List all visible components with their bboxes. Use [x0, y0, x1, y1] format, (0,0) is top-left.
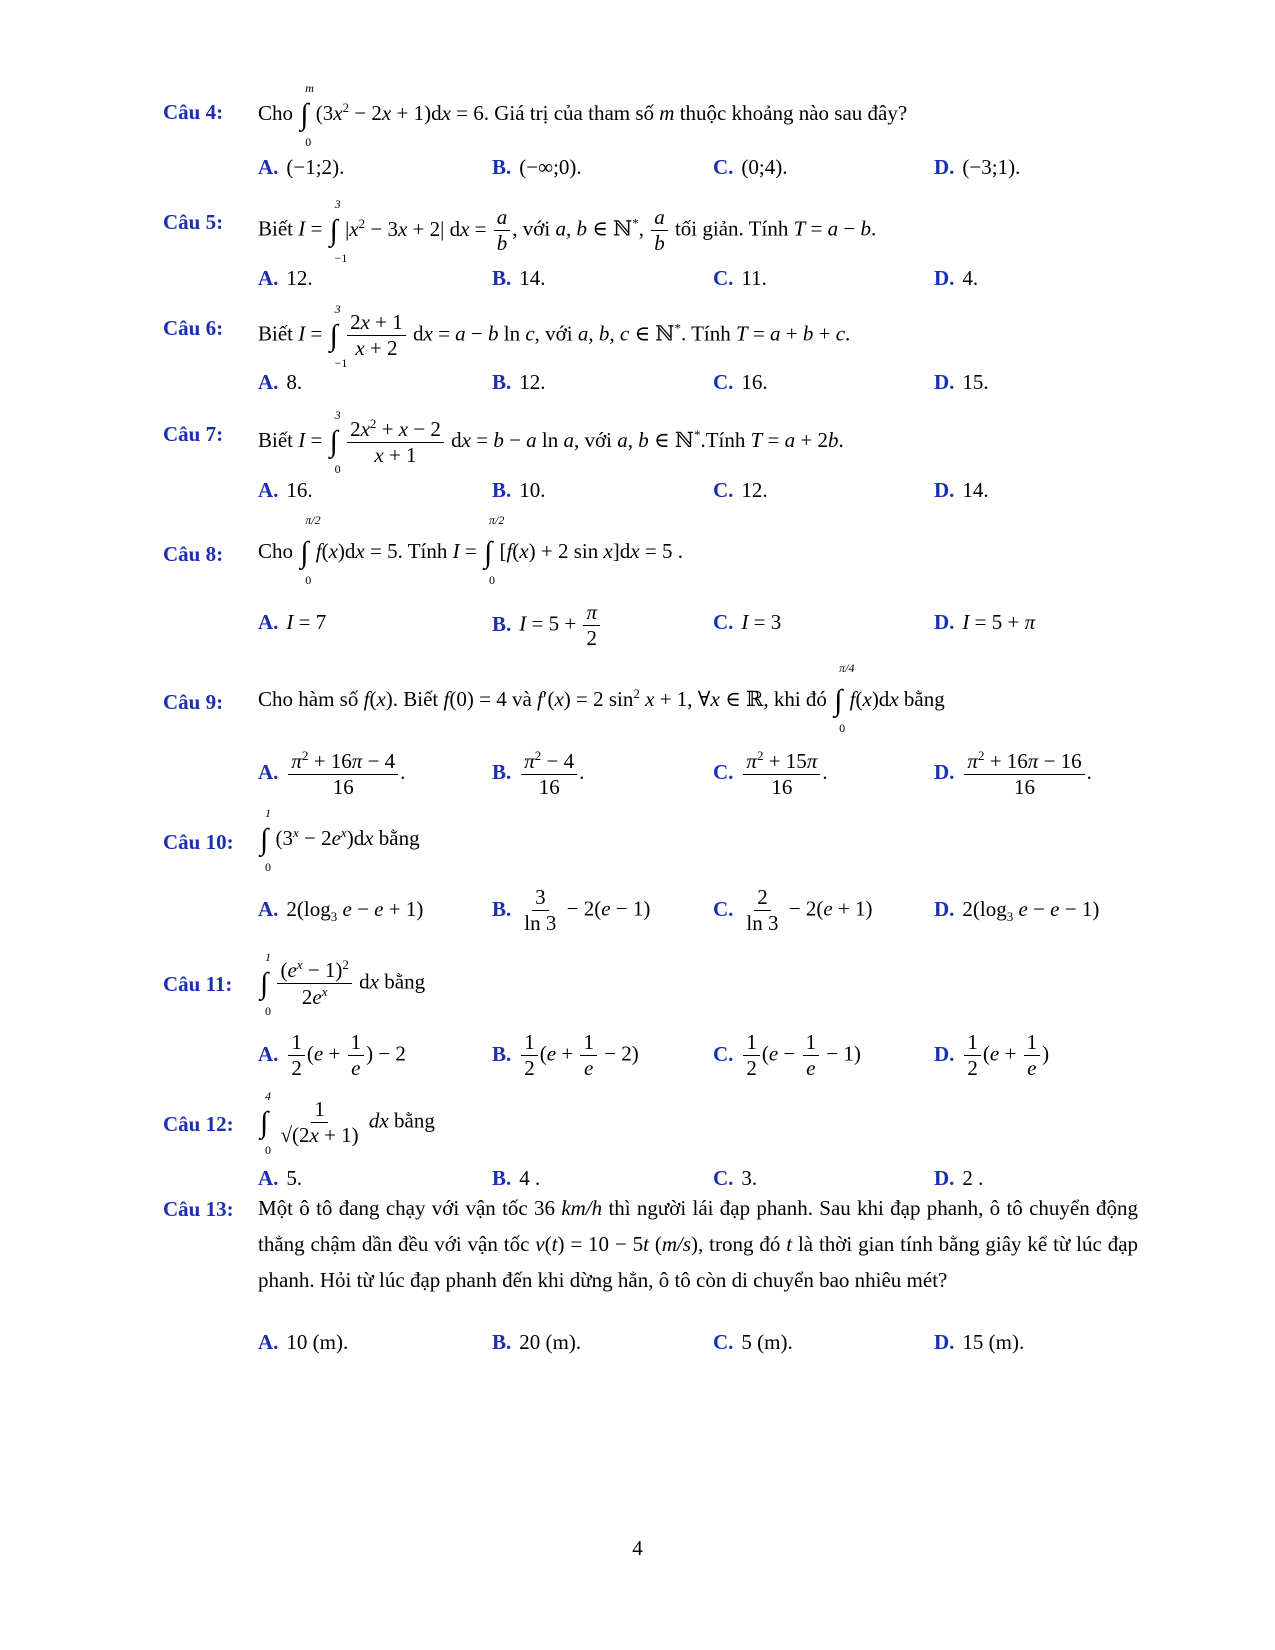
- option-a: A. $\frac{1}{2}$ (e + $\frac{1}{e}$ ) − 2: [258, 1030, 406, 1081]
- option-d: D. 15.: [934, 370, 989, 394]
- question-label: Câu 13:: [163, 1197, 234, 1221]
- question-label: Câu 6:: [163, 316, 224, 340]
- question-stem: Cho ∫ m 0 $(3x^2 - 2x + 1)dx = 6$. Giá trị của tham số m thuộc khoảng nào sau đây?: [258, 81, 908, 150]
- question-stem: Một ô tô đang chạy với vận tốc 36 km/h thì người lái đạp phanh. Sau khi đạp phanh, ô tô chuyển động thẳng chậm dần đều với vận tốc v(t) = 10 − 5t (m/s), trong đó t là thời gian tính bằng giây kể từ lúc đạp phanh. Hỏi từ lúc đạp phanh đến khi dừng hẳn, ô tô còn di chuyển bao nhiêu mét?: [258, 1196, 1139, 1292]
- option-b: B. I = 5 + $\frac{\pi}{2}$: [492, 600, 602, 651]
- option-b: B. 20 (m).: [492, 1330, 582, 1354]
- question-label: Câu 4:: [163, 100, 224, 124]
- integral-symbol: ∫ m 0: [300, 81, 314, 150]
- integral-symbol: ∫ 3 −1: [329, 196, 348, 265]
- option-c: C. $\frac{\pi^2 + 15\pi}{16}$ .: [713, 748, 828, 800]
- option-a: A. (−1;2).: [258, 155, 345, 179]
- option-c: C. $\frac{1}{2}$ (e − $\frac{1}{e}$ − 1): [713, 1030, 861, 1081]
- integral-symbol: ∫ π/2 0: [300, 513, 321, 587]
- option-c: C. 11.: [713, 266, 767, 290]
- question-stem: Biết I = ∫ 3 0 $\frac{2x^2 + x - 2}{x + 1}$ dx = b − a ln a, với a, b ∈ ℕ*.Tính T = a + 2b.: [258, 408, 844, 477]
- option-a: A. 8.: [258, 370, 303, 394]
- question-label: Câu 11:: [163, 972, 233, 996]
- option-b: B. $\frac{\pi^2 - 4}{16}$ .: [492, 748, 585, 800]
- option-c: C. $\frac{2}{\ln 3}$ − 2(e + 1): [713, 885, 873, 936]
- option-b: B. (−∞;0).: [492, 155, 582, 179]
- question-label: Câu 5:: [163, 210, 224, 234]
- integral-symbol: ∫ 4 0: [260, 1088, 271, 1157]
- integral-symbol: ∫ 1 0: [260, 949, 271, 1018]
- option-a: A. 10 (m).: [258, 1330, 349, 1354]
- option-c: C. I = 3: [713, 610, 782, 634]
- integral-symbol: ∫ 3 −1: [329, 301, 348, 370]
- option-a: A. I = 7: [258, 610, 327, 634]
- option-b: B. 12.: [492, 370, 546, 394]
- option-d: D. I = 5 + π: [934, 610, 1036, 634]
- question-stem: ∫ 1 0 $(3^x - 2e^x)dx$ bằng: [260, 806, 420, 875]
- question-stem: Cho ∫ π/2 0 f(x)dx = 5. Tính I = ∫ π/2 0 [f(x) + 2 sin x]dx = 5 .: [258, 513, 683, 587]
- option-d: D. $\frac{\pi^2 + 16\pi - 16}{16}$ .: [934, 748, 1092, 800]
- option-b: B. 14.: [492, 266, 546, 290]
- option-d: D. $\frac{1}{2}$ (e + $\frac{1}{e}$ ): [934, 1030, 1050, 1081]
- option-b: B. 10.: [492, 478, 546, 502]
- question-stem: Cho hàm số f(x). Biết f(0) = 4 và f′(x) = 2 $\sin^2 x + 1$, ∀x ∈ ℝ, khi đó ∫ π/4 0 f(x)dx bằng: [258, 661, 945, 736]
- integral-symbol: ∫ π/2 0: [483, 513, 505, 587]
- option-c: C. 5 (m).: [713, 1330, 793, 1354]
- option-c: C. 12.: [713, 478, 768, 502]
- option-b: B. $\frac{3}{\ln 3}$ − 2(e − 1): [492, 885, 651, 936]
- option-b: B. $\frac{1}{2}$ (e + $\frac{1}{e}$ − 2): [492, 1030, 639, 1081]
- option-a: A. $2(\log_3$ e − e + 1): [258, 897, 424, 925]
- question-label: Câu 7:: [163, 422, 224, 446]
- page-number: 4: [632, 1536, 643, 1560]
- option-a: A. 5.: [258, 1166, 303, 1190]
- question-label: Câu 9:: [163, 690, 224, 714]
- question-label: Câu 8:: [163, 542, 224, 566]
- option-c: C. (0;4).: [713, 155, 788, 179]
- integral-symbol: ∫ 3 0: [329, 408, 341, 477]
- option-d: D. 2 .: [934, 1166, 984, 1190]
- option-b: B. 4 .: [492, 1166, 541, 1190]
- option-d: D. $2(\log_3$ e − e − 1): [934, 897, 1100, 925]
- question-label: Câu 12:: [163, 1112, 234, 1136]
- question-stem: Biết I = ∫ 3 −1 $|x^2 - 3x + 2|$ dx = $\frac{a}{b}$ , với a, b ∈ ℕ*, $\frac{a}{b}$ tối giản. Tính T = a − b.: [258, 196, 877, 265]
- question-stem: ∫ 4 0 $\frac{1}{√(2x + 1)}$ dx bằng: [260, 1088, 435, 1157]
- question-stem: ∫ 1 0 $\frac{(e^x - 1)^2}{2e^x}$ dx bằng: [260, 949, 426, 1018]
- option-d: D. 14.: [934, 478, 989, 502]
- option-d: D. (−3;1).: [934, 155, 1021, 179]
- option-c: C. 16.: [713, 370, 768, 394]
- option-c: C. 3.: [713, 1166, 758, 1190]
- option-a: A. 16.: [258, 478, 313, 502]
- integral-symbol: ∫ 1 0: [260, 806, 271, 875]
- option-a: A. 12.: [258, 266, 313, 290]
- option-d: D. 15 (m).: [934, 1330, 1025, 1354]
- integral-symbol: ∫ π/4 0: [834, 661, 855, 736]
- option-a: A. $\frac{\pi^2 + 16\pi - 4}{16}$ .: [258, 748, 406, 800]
- question-stem: Biết I = ∫ 3 −1 $\frac{2x + 1}{x + 2}$ dx = a − b ln c, với a, b, c ∈ ℕ*. Tính T = a + b + c.: [258, 301, 851, 370]
- option-d: D. 4.: [934, 266, 979, 290]
- question-label: Câu 10:: [163, 830, 234, 854]
